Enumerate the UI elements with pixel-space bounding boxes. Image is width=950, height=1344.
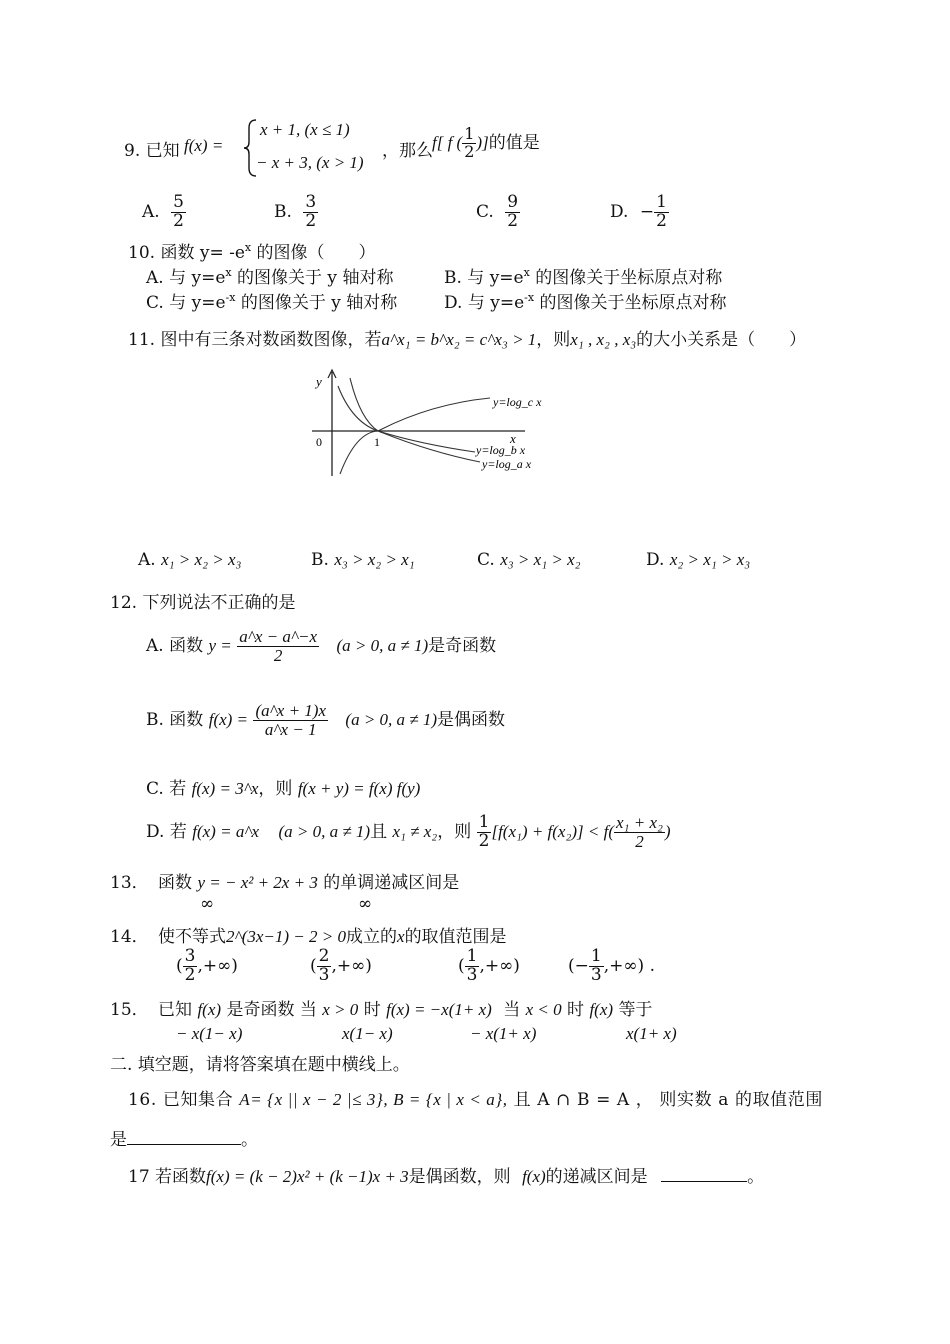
q9-suffix: 的值是	[488, 132, 540, 153]
option-expr: x₁ > x₂ > x₃	[161, 550, 242, 569]
curve-a-label: y=log_a x	[482, 457, 532, 471]
q12-d-neq: x₁ ≠ x₂	[392, 821, 438, 841]
q10-stem-sup: x	[244, 241, 252, 254]
option-den: 2	[173, 210, 184, 231]
q9-expr-pre: f[ f (	[432, 132, 463, 152]
option-post: ,+∞)	[331, 955, 372, 976]
y-axis-label: y	[316, 374, 322, 389]
q12-b-pre: B. 函数	[146, 709, 204, 730]
option-expr: x₂ > x₁ > x₃	[669, 550, 751, 569]
q17-mid: 是偶函数，则	[408, 1167, 511, 1187]
q17-expr: f(x) = (k − 2)x² + (k −1)x + 3	[206, 1167, 409, 1186]
q12-b-cond: (a > 0, a ≠ 1)	[345, 709, 438, 729]
q14-option-c	[458, 948, 520, 985]
option-den: 2	[184, 964, 196, 985]
q15-s3: 时	[363, 1000, 381, 1020]
option-label: C.	[477, 550, 495, 570]
q16-end: 。	[241, 1130, 258, 1150]
q13-expr: y = − x² + 2x + 3	[197, 873, 318, 892]
q13-sub2: ∞	[358, 894, 373, 914]
q12-a-pre: A. 函数	[146, 635, 204, 656]
q12-d-rnum: x₁ + x₂	[616, 813, 663, 832]
option-label: D.	[610, 201, 629, 222]
option-expr: x₃ > x₁ > x₂	[500, 550, 581, 569]
option-expr: x₃ > x₂ > x₁	[334, 550, 415, 569]
q13-tail: 的单调递减区间是	[323, 873, 460, 893]
q9-option-c	[476, 194, 520, 231]
option-den: 3	[466, 964, 478, 985]
q12-a-num: a^x − a^−x	[239, 627, 318, 646]
q9-case1: x + 1, (x ≤ 1)	[260, 120, 350, 139]
q15-f2: f(x)	[589, 1000, 614, 1019]
q11-mid: ，则	[536, 330, 571, 350]
option-post: ,+∞)	[197, 955, 238, 976]
q12-option-c	[146, 774, 420, 799]
q11-tail: 的大小关系是（ ）	[636, 330, 807, 350]
q10-a-text: A. 与 y=e	[146, 268, 226, 288]
q17-tail: 的递减区间是	[545, 1167, 648, 1187]
q13-sub1: ∞	[200, 894, 215, 914]
curve-b-label: y=log_b x	[476, 443, 526, 457]
q10-stem-tail: 的图像（ ）	[251, 243, 376, 263]
q11-vars: x₁ , x₂ , x₃	[570, 330, 637, 349]
q9-prefix: 9. 已知	[124, 141, 180, 161]
q12-d-half-den: 2	[478, 830, 490, 851]
q11-stem-text: 11. 图中有三条对数函数图像，若	[128, 330, 382, 350]
q16-line2-text: 是	[110, 1130, 127, 1150]
q17-answer-blank[interactable]	[661, 1165, 747, 1182]
q14-option-d	[568, 948, 655, 985]
q15-option-d: x(1+ x)	[626, 1024, 677, 1043]
q9-fx: f(x) =	[184, 136, 224, 155]
option-den: 2	[305, 210, 317, 231]
q15-f: f(x)	[197, 1000, 222, 1019]
q10-option-c	[146, 288, 397, 313]
option-label: B.	[274, 201, 292, 222]
q12-stem: 12. 下列说法不正确的是	[110, 593, 296, 613]
q16-answer-blank[interactable]	[127, 1128, 241, 1145]
q15-c1: x > 0	[322, 1000, 359, 1019]
q14-expr: 2^(3x−1) − 2 > 0	[226, 927, 347, 946]
curve-log-c	[340, 398, 490, 474]
q12-c-mid: ，则	[258, 779, 293, 799]
option-num: 3	[305, 192, 317, 212]
q16-tail: 则实数 a 的取值范围	[659, 1090, 823, 1110]
q16-line1	[128, 1085, 823, 1110]
q14-option-a	[176, 948, 238, 985]
option-label: D.	[646, 550, 665, 570]
q16-sets: A= {x || x − 2 |≤ 3}, B = {x | x < a},	[239, 1090, 508, 1109]
q14-num: 14．	[110, 927, 149, 947]
q12-d-mid: 且	[370, 821, 388, 842]
option-pre: (−	[568, 955, 589, 976]
q12-a-cond: (a > 0, a ≠ 1)	[336, 635, 429, 655]
q9-case2: − x + 3, (x > 1)	[256, 153, 364, 172]
q9-expr-post: )]	[476, 132, 489, 152]
option-num: 5	[173, 192, 184, 212]
q12-d-rden: 2	[635, 831, 644, 851]
q10-b-tail: 的图像关于坐标原点对称	[529, 268, 723, 288]
option-pre: (	[458, 955, 465, 976]
q12-option-a	[146, 628, 496, 665]
q15-s5: 时	[567, 1000, 585, 1020]
q12-d-f: f(x) = a^x	[192, 821, 260, 841]
q10-a-tail: 的图像关于 y 轴对称	[231, 268, 394, 288]
option-sign: −	[639, 201, 655, 222]
q15-s2: 当	[299, 1000, 317, 1020]
q10-b-text: B. 与 y=e	[444, 268, 524, 288]
q10-option-a	[146, 263, 393, 288]
q14-tail: 的取值范围是	[404, 927, 507, 947]
section-2-heading: 二. 填空题，请将答案填在题中横线上。	[110, 1055, 410, 1075]
q12-b-tail: 是偶函数	[437, 709, 506, 730]
q15-s1: 是奇函数	[226, 1000, 295, 1020]
curve-c-label: y=log_c x	[493, 395, 542, 409]
option-num: 1	[590, 946, 602, 966]
origin-label: 0	[316, 435, 322, 449]
q16-cond: 且 A ∩ B = A ，	[513, 1090, 654, 1110]
q17-pre: 17 若函数	[128, 1167, 207, 1187]
q12-b-den: a^x − 1	[264, 719, 317, 739]
q10-b-sup: x	[523, 266, 530, 279]
q14-mid: 成立的	[346, 927, 398, 947]
q10-c-sup: -x	[225, 291, 236, 304]
option-post: ,+∞)	[479, 955, 520, 976]
q14-stem: 使不等式	[158, 927, 227, 947]
option-den: 2	[507, 210, 519, 231]
option-pre: (	[310, 955, 317, 976]
q10-c-tail: 的图像关于 y 轴对称	[235, 293, 398, 313]
q12-d-half-num: 1	[478, 812, 490, 832]
q15-stem: 已知	[158, 1000, 193, 1020]
q10-d-sup: -x	[524, 291, 535, 304]
q10-option-d	[444, 288, 726, 313]
q11-option-d	[646, 550, 750, 570]
option-label: B.	[311, 550, 329, 570]
q15-option-a: − x(1− x)	[176, 1024, 243, 1043]
q12-d-cond: (a > 0, a ≠ 1)	[278, 821, 371, 841]
option-num: 1	[656, 192, 667, 212]
q15-line	[110, 995, 652, 1020]
q12-a-den: 2	[273, 645, 283, 665]
option-num: 3	[184, 946, 196, 966]
q9-expression	[432, 126, 540, 161]
option-post: ,+∞) .	[603, 955, 655, 976]
q17-line	[128, 1162, 764, 1187]
option-den: 3	[318, 964, 330, 985]
q12-b-num: (a^x + 1)x	[255, 701, 326, 720]
q10-c-text: C. 与 y=e	[146, 293, 226, 313]
q15-c2: x < 0	[525, 1000, 562, 1019]
q16-line1-text: 16. 已知集合	[128, 1090, 234, 1110]
q10-d-tail: 的图像关于坐标原点对称	[534, 293, 727, 313]
option-label: A.	[138, 550, 156, 570]
q12-c-f: f(x) = 3^x	[191, 779, 259, 798]
q12-option-b	[146, 702, 505, 739]
q11-log-graph	[300, 364, 590, 484]
q12-d-rclose: )	[664, 821, 671, 841]
q10-stem-text: 10. 函数 y= -e	[128, 243, 245, 263]
q17-end: 。	[747, 1167, 765, 1187]
q13-stem: 函数	[158, 873, 193, 893]
q17-f: f(x)	[522, 1167, 546, 1186]
q16-line2	[110, 1125, 258, 1150]
q15-num: 15．	[110, 1000, 149, 1020]
one-label: 1	[374, 435, 380, 449]
q12-c-pre: C. 若	[146, 779, 187, 799]
option-num: 1	[466, 946, 478, 966]
q14-option-b	[310, 948, 372, 985]
q14-var: x	[397, 927, 405, 946]
q9-option-d	[610, 194, 669, 231]
option-num: 2	[318, 946, 330, 966]
q12-a-tail: 是奇函数	[428, 635, 497, 656]
q9-expr-num: 1	[464, 124, 475, 143]
q10-d-text: D. 与 y=e	[444, 293, 525, 313]
q15-s6: 等于	[618, 1000, 653, 1020]
q10-option-b	[444, 263, 722, 288]
q12-d-pre: D. 若	[146, 821, 187, 842]
q9-option-a	[142, 194, 186, 231]
option-label: A.	[142, 201, 160, 222]
q12-a-y: y =	[208, 635, 232, 655]
q15-s4: 当	[503, 1000, 521, 1020]
q13-line	[110, 868, 459, 893]
q12-b-f: f(x) =	[208, 709, 249, 729]
q10-a-sup: x	[225, 266, 232, 279]
option-den: 2	[656, 210, 667, 231]
q12-d-lhs: [f(x₁) + f(x₂)] < f(	[491, 821, 615, 841]
option-pre: (	[176, 955, 183, 976]
q15-option-c: − x(1+ x)	[470, 1024, 537, 1043]
q10-stem	[128, 238, 376, 263]
q11-stem	[128, 325, 806, 350]
option-num: 9	[507, 192, 519, 212]
q12-d-mid2: ，则	[437, 821, 472, 842]
q9-expr-den: 2	[464, 141, 475, 161]
q9-mid: ，那么	[382, 141, 433, 161]
q11-option-a	[138, 550, 241, 570]
option-label: C.	[476, 201, 494, 222]
q11-option-c	[477, 550, 581, 570]
q14-line	[110, 922, 507, 947]
q12-option-d	[146, 814, 671, 851]
q11-option-b	[311, 550, 415, 570]
q11-condition: a^x₁ = b^x₂ = c^x₃ > 1	[381, 330, 537, 349]
q9-option-b	[274, 194, 318, 231]
q12-c-expr: f(x + y) = f(x) f(y)	[297, 779, 421, 798]
option-den: 3	[590, 964, 602, 985]
q15-e1: f(x) = −x(1+ x)	[386, 1000, 492, 1019]
q13-num: 13．	[110, 873, 149, 893]
x-axis-label: x	[510, 431, 516, 446]
q15-option-b: x(1− x)	[342, 1024, 393, 1043]
